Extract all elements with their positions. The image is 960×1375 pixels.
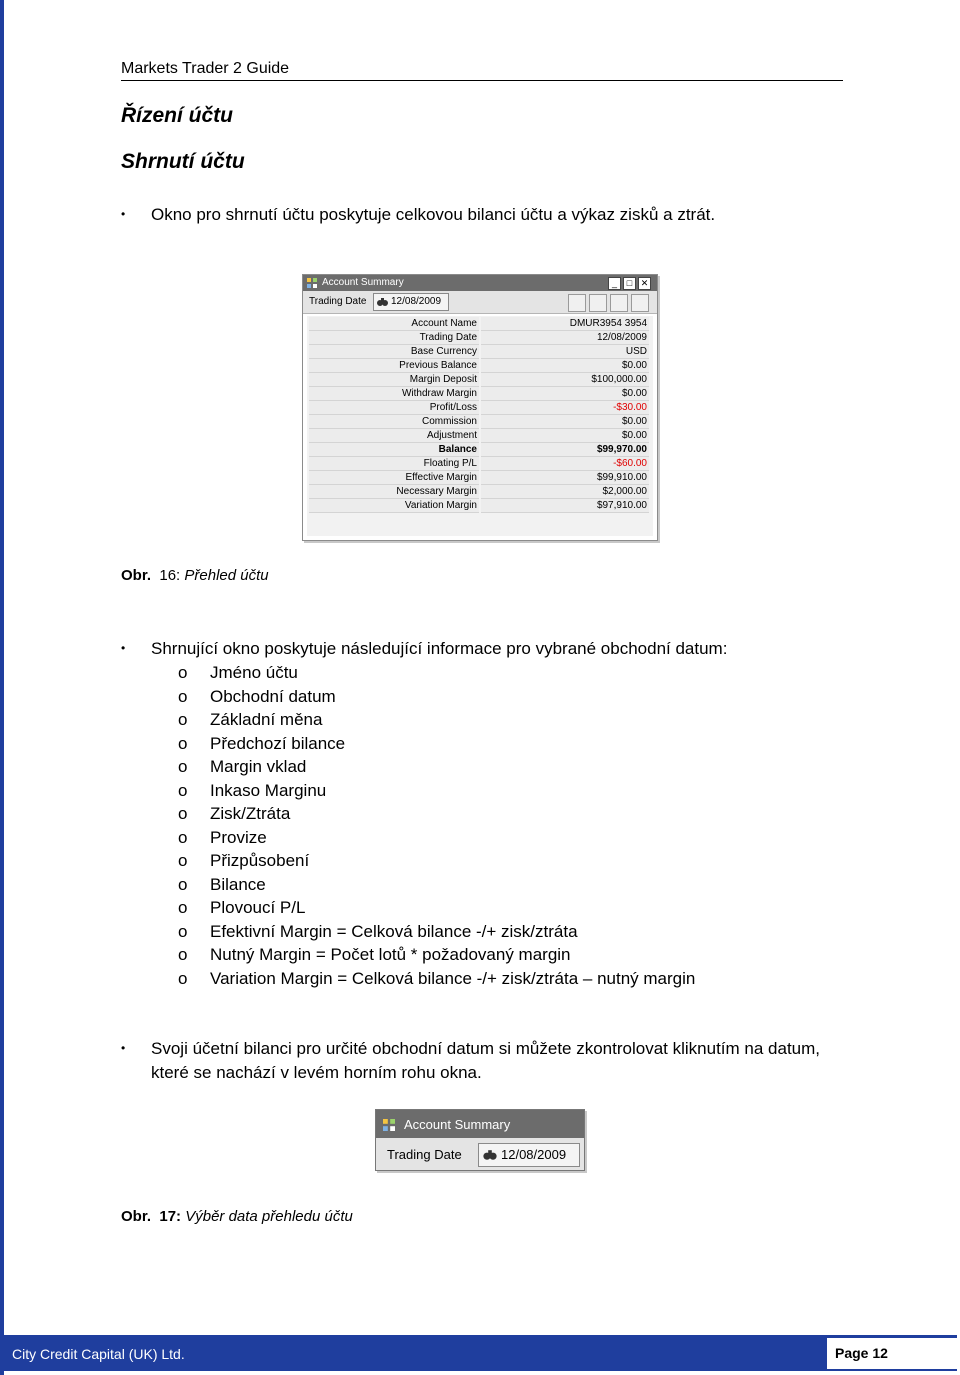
bullet-info-list	[121, 637, 841, 661]
row-value: -$60.00	[481, 457, 649, 471]
caption-text: Výběr data přehledu účtu	[185, 1208, 353, 1225]
caption-number: 16:	[159, 567, 181, 584]
list-marker: o	[178, 827, 188, 847]
row-label: Trading Date	[309, 331, 479, 345]
figure-16-caption	[121, 567, 269, 584]
list-item	[178, 708, 695, 732]
grid-row	[309, 373, 651, 387]
window-title-bar	[303, 275, 657, 291]
list-item-text: Zisk/Ztráta	[210, 804, 291, 823]
list-item	[178, 685, 695, 709]
info-sublist	[178, 661, 695, 990]
row-value: 12/08/2009	[481, 331, 649, 345]
list-item	[178, 896, 695, 920]
footer-page-number: Page 12	[827, 1338, 957, 1369]
caption-number: 17:	[159, 1208, 182, 1225]
close-icon[interactable]: ✕	[638, 277, 651, 290]
row-label: Adjustment	[309, 429, 479, 443]
bullet-text: Shrnující okno poskytuje následující informace pro vybrané obchodní datum:	[151, 639, 728, 658]
bullet-date-tip	[121, 1037, 841, 1084]
list-item-text: Efektivní Margin = Celková bilance -/+ zisk/ztráta	[210, 921, 578, 941]
row-value: $99,910.00	[481, 471, 649, 485]
row-label: Margin Deposit	[309, 373, 479, 387]
window-title: Account Summary	[322, 277, 404, 288]
list-marker: o	[178, 733, 188, 753]
list-marker: o	[178, 757, 188, 776]
minimize-icon[interactable]: _	[608, 277, 621, 290]
grid-row	[309, 485, 651, 499]
grid-row	[309, 401, 651, 415]
caption-text: Přehled účtu	[184, 567, 269, 584]
trading-date-label: Trading Date	[309, 296, 367, 307]
caption-prefix: Obr.	[121, 1208, 152, 1225]
list-item-text: Předchozí bilance	[210, 733, 346, 753]
figure-17-caption	[121, 1208, 353, 1225]
trading-date-value: 12/08/2009	[391, 296, 442, 307]
grid-row	[309, 331, 651, 345]
page-header: Markets Trader 2 Guide	[121, 60, 843, 81]
row-label: Account Name	[309, 317, 479, 331]
row-label: Necessary Margin	[309, 485, 479, 499]
binoculars-icon	[377, 297, 388, 307]
trading-date-button[interactable]	[478, 1143, 580, 1167]
list-item-text: Variation Margin = Celková bilance -/+ zisk/ztráta – nutný margin	[210, 968, 696, 988]
list-item	[178, 755, 695, 779]
list-marker: o	[178, 968, 188, 988]
row-label: Profit/Loss	[309, 401, 479, 415]
bullet-dot-icon: •	[121, 207, 126, 221]
page-footer	[4, 1335, 957, 1371]
list-marker: o	[178, 945, 188, 964]
row-value: $0.00	[481, 387, 649, 401]
row-label: Effective Margin	[309, 471, 479, 485]
list-item	[178, 732, 695, 756]
grid-row	[309, 387, 651, 401]
maximize-icon[interactable]: □	[623, 277, 636, 290]
toolbar-tools	[568, 294, 649, 312]
grid-row	[309, 317, 651, 331]
grid-row	[309, 429, 651, 443]
row-value: $97,910.00	[481, 499, 649, 513]
footer-company: City Credit Capital (UK) Ltd.	[12, 1346, 185, 1362]
binoculars-icon	[483, 1149, 497, 1161]
row-label: Floating P/L	[309, 457, 479, 471]
heading-account-management: Řízení účtu	[121, 104, 234, 127]
list-item	[178, 920, 695, 944]
grid-row	[309, 457, 651, 471]
row-value: $0.00	[481, 415, 649, 429]
bullet-intro	[121, 203, 841, 227]
list-marker: o	[178, 686, 188, 706]
list-item-text: Margin vklad	[210, 757, 307, 776]
row-label: Previous Balance	[309, 359, 479, 373]
bullet-dot-icon: •	[121, 641, 126, 655]
account-summary-date-window	[375, 1109, 585, 1171]
row-value: $2,000.00	[481, 485, 649, 499]
search-icon[interactable]	[589, 294, 607, 312]
list-item	[178, 873, 695, 897]
list-item-text: Nutný Margin = Počet lotů * požadovaný margin	[210, 945, 571, 964]
trading-date-button[interactable]	[373, 293, 449, 311]
window-title-bar	[376, 1110, 584, 1138]
row-value: USD	[481, 345, 649, 359]
list-item-text: Jméno účtu	[210, 663, 298, 682]
list-marker: o	[178, 780, 188, 800]
row-label: Base Currency	[309, 345, 479, 359]
grid-row	[309, 415, 651, 429]
binoculars-icon[interactable]	[610, 294, 628, 312]
list-marker: o	[178, 663, 188, 682]
list-item-text: Přizpůsobení	[210, 851, 310, 870]
home-icon[interactable]	[568, 294, 586, 312]
list-item	[178, 802, 695, 826]
money-icon[interactable]	[631, 294, 649, 312]
grid-row	[309, 359, 651, 373]
row-value: $0.00	[481, 429, 649, 443]
list-marker: o	[178, 921, 188, 941]
row-label: Withdraw Margin	[309, 387, 479, 401]
heading-account-summary: Shrnutí účtu	[121, 150, 245, 173]
bullet-dot-icon: •	[121, 1041, 126, 1055]
window-toolbar	[376, 1138, 584, 1170]
list-item-text: Plovoucí P/L	[210, 898, 306, 917]
row-value: DMUR3954 3954	[481, 317, 649, 331]
list-item-text: Bilance	[210, 874, 266, 894]
row-label: Balance	[309, 443, 479, 457]
list-item-text: Základní měna	[210, 710, 323, 729]
window-title: Account Summary	[404, 1117, 511, 1132]
row-label: Variation Margin	[309, 499, 479, 513]
row-value: -$30.00	[481, 401, 649, 415]
list-item-text: Provize	[210, 827, 267, 847]
left-accent-bar	[0, 0, 4, 1375]
bullet-text: Okno pro shrnutí účtu poskytuje celkovou bilanci účtu a výkaz zisků a ztrát.	[151, 205, 716, 224]
window-app-icon	[307, 278, 317, 288]
window-toolbar	[303, 291, 657, 314]
grid-row	[309, 443, 651, 457]
list-item	[178, 779, 695, 803]
window-app-icon	[383, 1119, 395, 1131]
list-marker: o	[178, 898, 188, 917]
row-value: $99,970.00	[481, 443, 649, 457]
list-item	[178, 849, 695, 873]
row-value: $100,000.00	[481, 373, 649, 387]
trading-date-label: Trading Date	[387, 1147, 462, 1162]
summary-grid	[307, 316, 653, 536]
list-item-text: Obchodní datum	[210, 686, 336, 706]
caption-prefix: Obr.	[121, 567, 152, 584]
list-item-text: Inkaso Marginu	[210, 780, 327, 800]
list-marker: o	[178, 851, 188, 870]
bullet-text: Svoji účetní bilanci pro určité obchodní datum si můžete zkontrolovat kliknutím na datum, které se nachází v levém horním rohu okna.	[151, 1039, 821, 1082]
list-marker: o	[178, 804, 188, 823]
list-item	[178, 826, 695, 850]
list-item	[178, 661, 695, 685]
list-item	[178, 967, 695, 991]
list-marker: o	[178, 710, 188, 729]
window-controls	[608, 277, 651, 290]
grid-row	[309, 499, 651, 513]
row-label: Commission	[309, 415, 479, 429]
list-item	[178, 943, 695, 967]
account-summary-window	[302, 274, 658, 541]
grid-row	[309, 471, 651, 485]
grid-row	[309, 345, 651, 359]
list-marker: o	[178, 874, 188, 894]
row-value: $0.00	[481, 359, 649, 373]
trading-date-value: 12/08/2009	[501, 1147, 567, 1162]
